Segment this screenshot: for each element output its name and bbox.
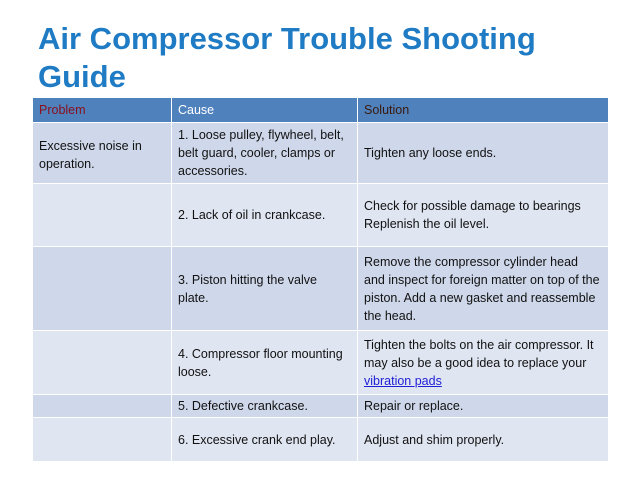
solution-cell: Adjust and shim properly.	[358, 418, 609, 462]
header-problem: Problem	[33, 98, 172, 123]
problem-cell: Excessive noise in operation.	[33, 123, 172, 184]
table-row	[33, 395, 609, 418]
cause-cell: 3. Piston hitting the valve plate.	[172, 247, 358, 331]
solution-line: Check for possible damage to bearings	[364, 199, 581, 213]
table-row	[33, 184, 609, 247]
table-row	[33, 123, 609, 184]
cause-cell: 5. Defective crankcase.	[172, 395, 358, 418]
troubleshooting-table	[32, 97, 609, 462]
solution-cell	[358, 184, 609, 247]
cause-cell: 6. Excessive crank end play.	[172, 418, 358, 462]
header-solution: Solution	[358, 98, 609, 123]
problem-cell	[33, 247, 172, 331]
table-header-row	[33, 98, 609, 123]
solution-text: Tighten the bolts on the air compressor. It may also be a good idea to replace your	[364, 337, 594, 370]
header-cause: Cause	[172, 98, 358, 123]
cause-cell: 4. Compressor floor mounting loose.	[172, 331, 358, 395]
solution-cell: Remove the compressor cylinder head and inspect for foreign matter on top of the piston. Add a new gasket and reassemble the head.	[358, 247, 609, 331]
solution-line: Replenish the oil level.	[364, 217, 490, 231]
problem-cell	[33, 184, 172, 247]
solution-cell: Tighten any loose ends.	[358, 123, 609, 184]
problem-cell	[33, 418, 172, 462]
table-row	[33, 247, 609, 331]
page-title: Air Compressor Trouble Shooting Guide	[38, 21, 536, 94]
solution-cell: Repair or replace.	[358, 395, 609, 418]
problem-cell	[33, 395, 172, 418]
vibration-pads-link[interactable]: vibration pads	[364, 373, 442, 388]
cause-cell: 1. Loose pulley, flywheel, belt, belt guard, cooler, clamps or accessories.	[172, 123, 358, 184]
problem-cell	[33, 331, 172, 395]
table-row	[33, 418, 609, 462]
solution-cell	[358, 331, 609, 395]
cause-cell: 2. Lack of oil in crankcase.	[172, 184, 358, 247]
table-row	[33, 331, 609, 395]
